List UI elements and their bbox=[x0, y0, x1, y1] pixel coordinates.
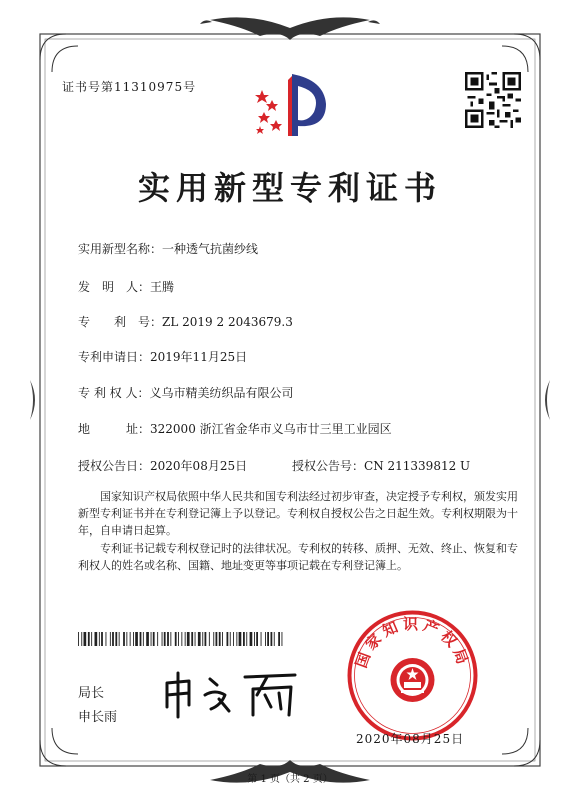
qr-code-icon bbox=[465, 72, 521, 128]
certificate-number: 证书号第11310975号 bbox=[62, 80, 197, 94]
patentee-label: 专 利 权 人： bbox=[78, 386, 150, 400]
inventor-value: 王腾 bbox=[150, 280, 175, 294]
legal-status-paragraph: 专利证书记载专利权登记时的法律状况。专利权的转移、质押、无效、终止、恢复和专利权人的姓名或名称、国籍、地址变更等事项记载在专利登记簿上。 bbox=[78, 542, 518, 572]
grant-date-value: 2020年08月25日 bbox=[150, 459, 248, 473]
model-name-value: 一种透气抗菌纱线 bbox=[162, 242, 259, 256]
page-indicator: 第 1 页（共 2 页） bbox=[247, 774, 333, 785]
grant-number-label: 授权公告号： bbox=[292, 459, 365, 473]
grant-date-row bbox=[78, 457, 247, 474]
grant-statement-paragraph: 国家知识产权局依照中华人民共和国专利法经过初步审查，决定授予专利权，颁发实用新型专利证书并在专利登记簿上予以登记。专利权自授权公告之日起生效。专利权期限为十年，自申请日起算。 bbox=[78, 490, 518, 537]
director-name: 申长雨 bbox=[78, 710, 118, 725]
address-value: 322000 浙江省金华市义乌市廿三里工业园区 bbox=[150, 422, 392, 436]
seal-text: 国家知识产权局 bbox=[351, 615, 474, 671]
patent-number-label: 专 利 号： bbox=[78, 315, 163, 329]
director-title: 局长 bbox=[78, 686, 105, 701]
grant-number-row bbox=[292, 457, 470, 474]
application-date-label: 专利申请日： bbox=[78, 350, 151, 364]
address-label: 地 址： bbox=[78, 422, 151, 436]
cnipa-logo-icon bbox=[252, 70, 330, 142]
model-name-label: 实用新型名称： bbox=[78, 242, 163, 256]
patentee-row bbox=[78, 384, 293, 401]
seal-date: 2020年08月25日 bbox=[356, 732, 465, 746]
model-name-row bbox=[78, 240, 258, 257]
grant-number-value: CN 211339812 U bbox=[364, 459, 471, 473]
patent-number-value: ZL 2019 2 2043679.3 bbox=[162, 315, 293, 329]
application-date-row bbox=[78, 348, 247, 365]
grant-date-label: 授权公告日： bbox=[78, 459, 151, 473]
inventor-label: 发 明 人： bbox=[78, 280, 151, 294]
application-date-value: 2019年11月25日 bbox=[150, 350, 248, 364]
patent-number-row bbox=[78, 313, 293, 330]
official-seal-icon bbox=[345, 608, 480, 743]
certificate-title: 实用新型专利证书 bbox=[137, 169, 442, 207]
director-signature bbox=[155, 665, 305, 720]
patentee-value: 义乌市精美纺织品有限公司 bbox=[149, 386, 294, 400]
barcode-icon bbox=[78, 632, 284, 646]
address-row bbox=[78, 420, 392, 437]
inventor-row bbox=[78, 278, 174, 295]
